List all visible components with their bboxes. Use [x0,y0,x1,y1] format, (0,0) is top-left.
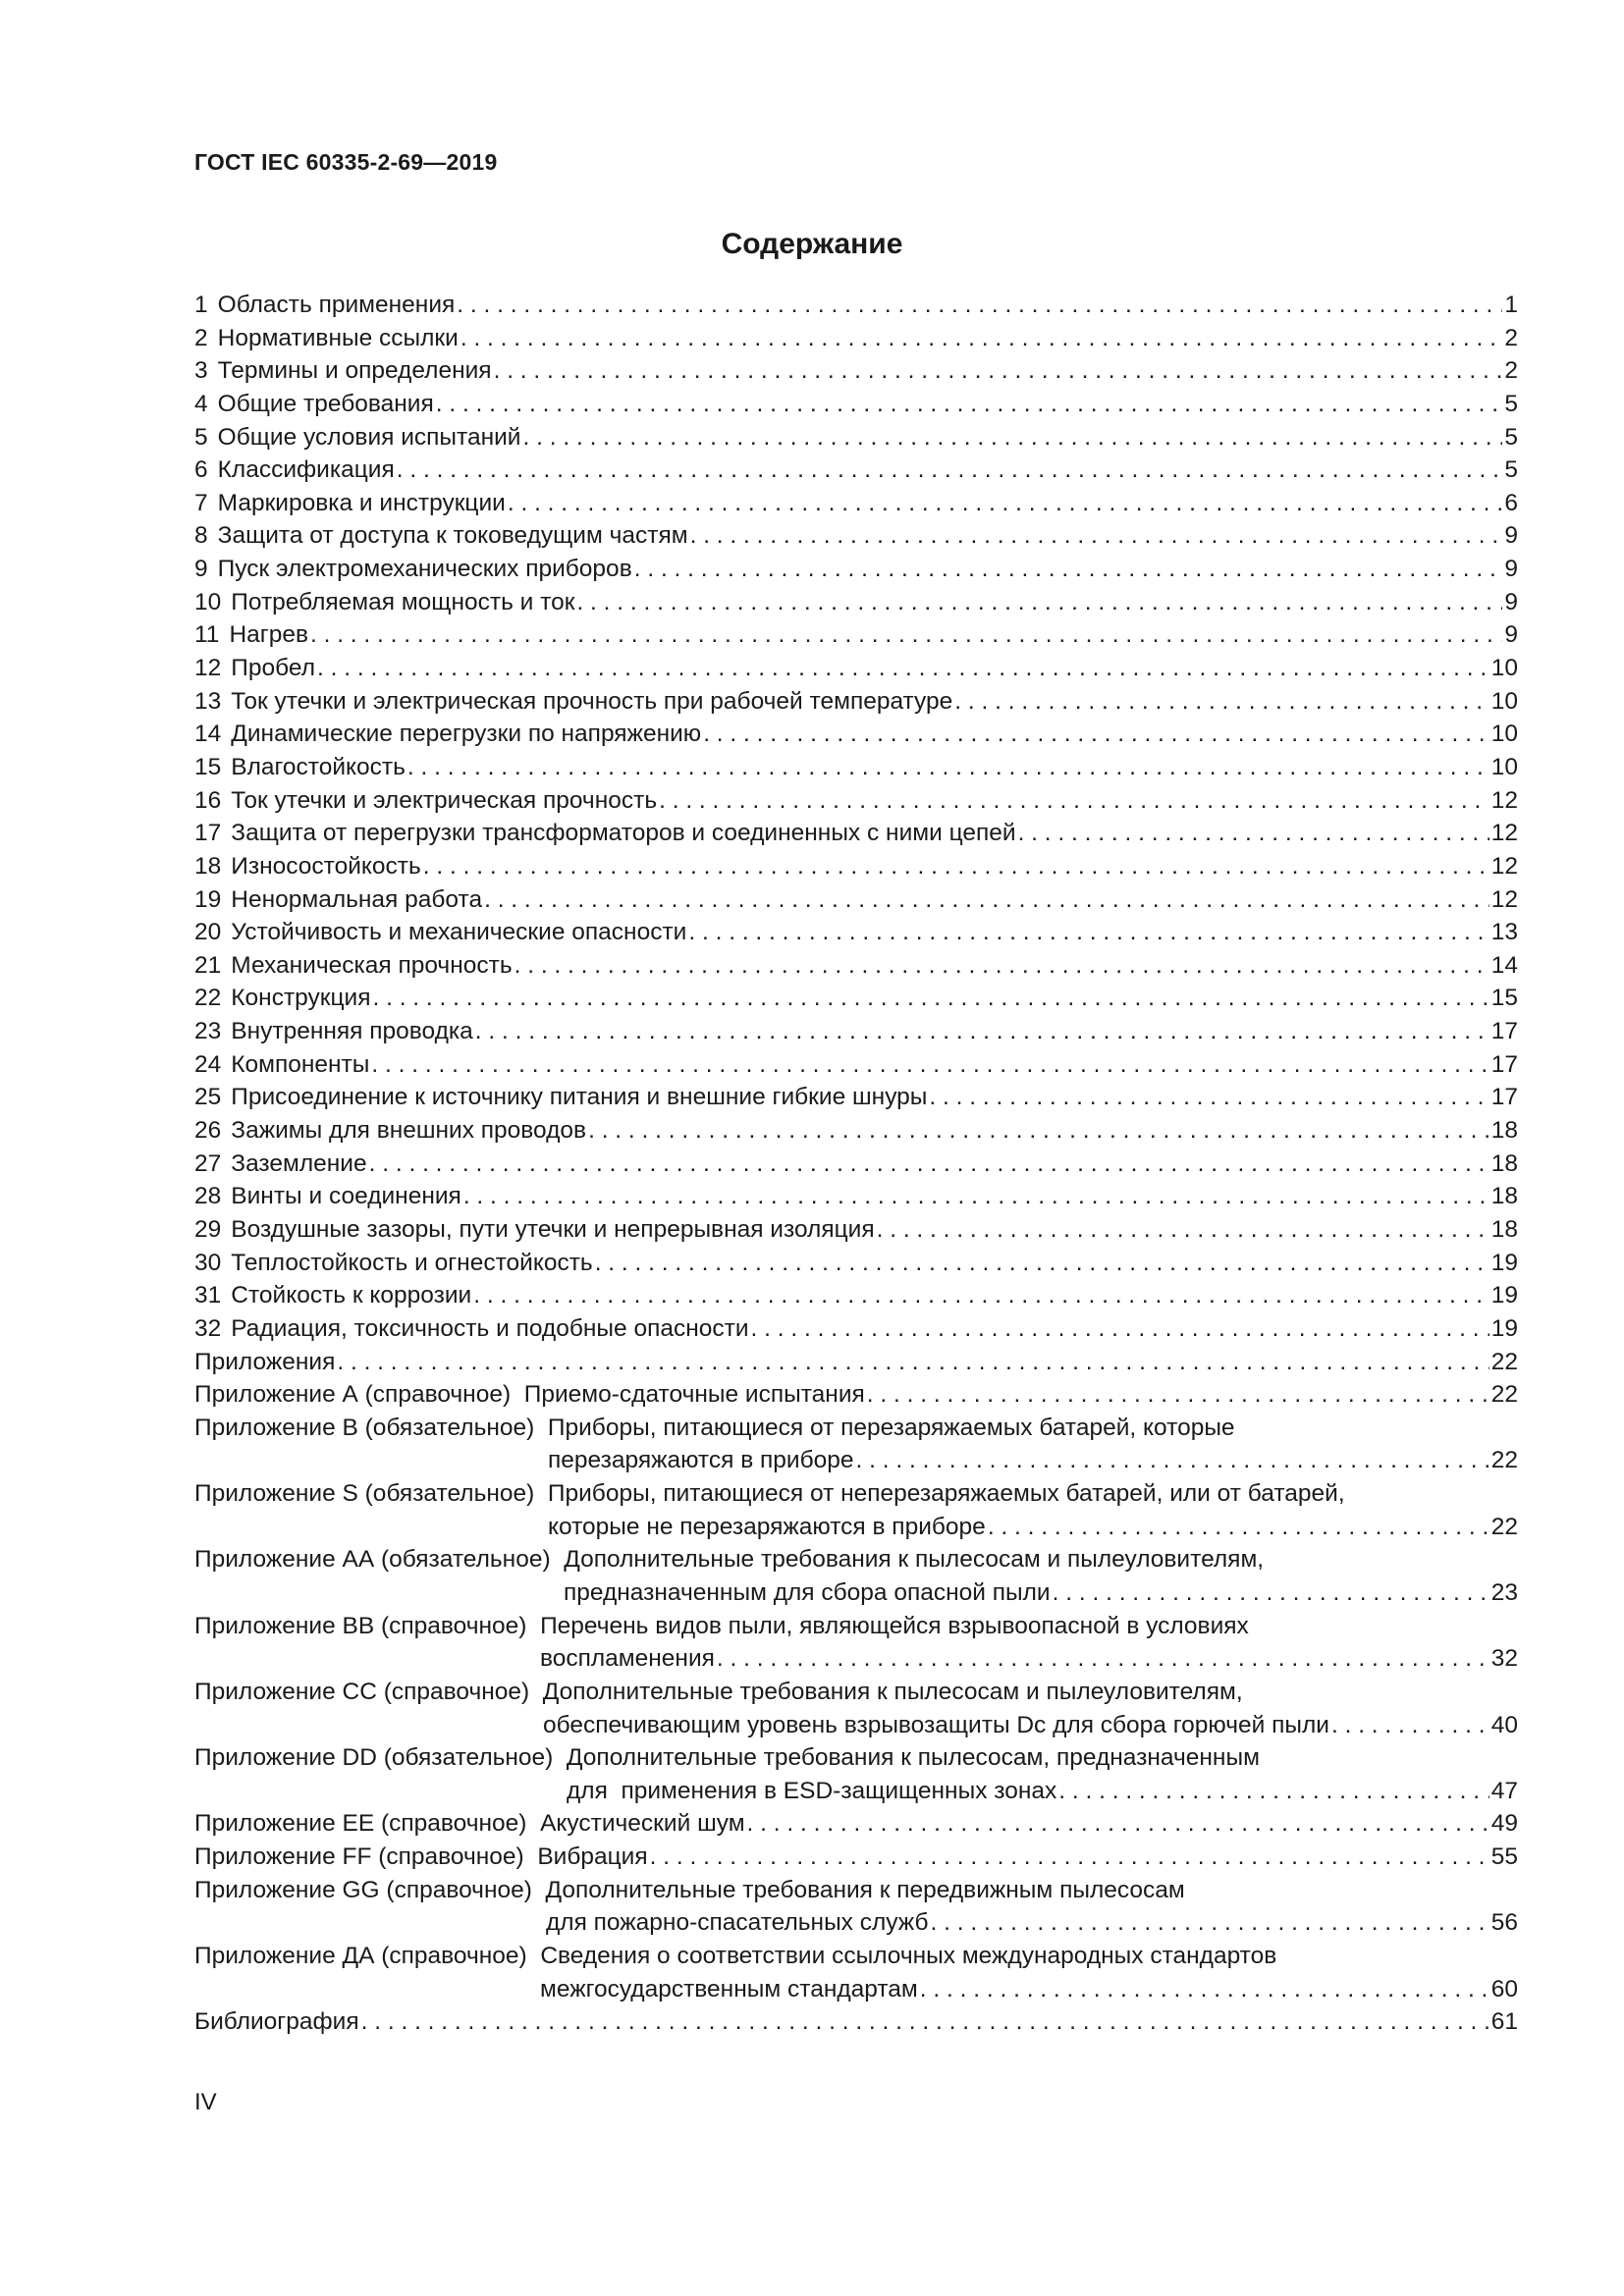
toc-entry-page: 18 [1490,1215,1518,1243]
toc-entry[interactable] [194,289,1518,322]
toc-entry-title: Защита от доступа к токоведущим частям [217,522,688,550]
toc-entry[interactable] [194,850,1518,883]
toc-entry[interactable] [194,388,1518,421]
toc-entry-number: 4 [194,390,208,417]
toc-entry[interactable] [194,1015,1518,1048]
dot-leader [659,784,1489,818]
toc-entry[interactable] [194,982,1518,1015]
toc-entry[interactable] [194,322,1518,355]
toc-entry-title: Приложение АА (обязательное) Дополнительные требования к пылесосам и пылеуловителям, [194,1546,1265,1574]
toc-entry-title: Стойкость к коррозии [231,1282,472,1309]
toc-appendix-continuation[interactable] [194,1511,1518,1544]
toc-entry[interactable] [194,652,1518,685]
toc-entry-number: 9 [194,556,208,583]
toc-entry-title: Винты и соединения [231,1183,461,1210]
toc-appendix-continuation[interactable] [194,1444,1518,1477]
dot-leader [463,1180,1489,1213]
toc-entry-number: 28 [194,1183,222,1210]
toc-entry[interactable] [194,487,1518,520]
toc-entry-title: Механическая прочность [231,951,513,979]
dot-leader [317,652,1489,685]
toc-entry-title: Приложение СС (справочное) Дополнительные требования к пылесосам и пылеуловителям, [194,1678,1243,1705]
dot-leader [703,718,1489,751]
toc-entry-number: 14 [194,721,222,748]
toc-entry-number: 24 [194,1050,222,1078]
toc-entry[interactable] [194,1247,1518,1280]
dot-leader [337,1346,1489,1379]
toc-entry-page: 2 [1504,324,1518,351]
toc-entry-title: для пожарно-спасательных служб [546,1909,929,1937]
toc-appendix-entry[interactable] [194,1543,1518,1576]
toc-appendix-entry[interactable] [194,1477,1518,1511]
toc-entry-page: 32 [1490,1645,1518,1673]
toc-entry-number: 5 [194,423,208,451]
toc-entry-number: 27 [194,1149,222,1177]
dot-leader [856,1444,1489,1477]
toc-entry-page: 18 [1490,1149,1518,1177]
toc-entry-title: предназначенным для сбора опасной пыли [564,1578,1051,1606]
dot-leader [588,1114,1489,1148]
dot-leader [634,553,1503,586]
toc-entry-title: перезаряжаются в приборе [548,1447,854,1474]
toc-entry[interactable] [194,454,1518,487]
toc-entry-page: 60 [1490,1975,1518,2002]
toc-entry-page: 5 [1504,390,1518,417]
document-code: ГОСТ IEC 60335-2-69—2019 [194,149,498,175]
toc-appendix-entry[interactable] [194,1841,1518,1874]
toc-entry[interactable] [194,519,1518,553]
toc-entry-number: 2 [194,324,208,351]
toc-appendix-entry[interactable] [194,1874,1518,1907]
toc-entry-title: Приложение ДА (справочное) Сведения о соответствии ссылочных международных стандартов [194,1943,1277,1970]
toc-entry-title: Приложения [194,1348,336,1375]
toc-entry-title: Приложение ВВ (справочное) Перечень видов пыли, являющейся взрывоопасной в условиях [194,1612,1249,1639]
toc-entry-title: Область применения [217,292,456,318]
toc-entry-page: 10 [1490,721,1518,748]
toc-entry-title: Теплостойкость и огнестойкость [231,1249,593,1276]
toc-entry-title: Влагостойкость [231,753,406,780]
toc-entry-title: Общие условия испытаний [217,423,521,451]
dot-leader [1018,817,1489,850]
toc-entry-title: Пуск электромеханических приборов [217,556,632,583]
toc-entry-page: 12 [1490,786,1518,814]
toc-appendix-entry[interactable] [194,1378,1518,1412]
toc-appendix-entry[interactable] [194,1412,1518,1445]
toc-entry[interactable] [194,354,1518,388]
toc-entry-title: Нормативные ссылки [217,324,459,351]
toc-entry-page: 12 [1490,820,1518,847]
toc-entry-page: 1 [1504,292,1518,318]
toc-appendix-continuation[interactable] [194,1642,1518,1676]
toc-entry-title: Нагрев [229,621,308,649]
toc-entry-number: 31 [194,1282,222,1309]
dot-leader [931,1906,1489,1940]
dot-leader [423,850,1489,883]
toc-entry-number: 18 [194,852,222,880]
dot-leader [595,1247,1489,1280]
toc-entry-page: 9 [1504,588,1518,615]
toc-entry-number: 16 [194,786,222,814]
toc-entry-page: 61 [1490,2008,1518,2036]
toc-entry-title: Радиация, токсичность и подобные опасности [231,1314,749,1342]
toc-entry[interactable] [194,817,1518,850]
toc-entry-number: 13 [194,687,222,715]
toc-entry-page: 55 [1490,1843,1518,1871]
toc-entry[interactable] [194,1213,1518,1247]
toc-entry-page: 17 [1490,1018,1518,1045]
toc-entry-number: 23 [194,1018,222,1045]
toc-entry-number: 6 [194,456,208,484]
toc-entry-page: 10 [1490,687,1518,715]
dot-leader [751,1312,1489,1346]
toc-entry-page: 5 [1504,423,1518,451]
dot-leader [988,1511,1489,1544]
toc-entry-number: 11 [194,621,220,649]
toc-appendix-entry[interactable] [194,1346,1518,1379]
dot-leader [747,1807,1489,1841]
toc-entry-title: Ток утечки и электрическая прочность [231,786,658,814]
toc-entry-title: Внутренняя проводка [231,1018,473,1045]
toc-entry-number: 8 [194,522,208,550]
toc-entry-page: 9 [1504,621,1518,649]
toc-appendix-continuation[interactable] [194,1709,1518,1742]
toc-entry-number: 25 [194,1084,222,1111]
toc-entry-page: 47 [1490,1777,1518,1804]
toc-entry-page: 10 [1490,655,1518,682]
toc-entry[interactable] [194,751,1518,784]
toc-entry-title: межгосударственным стандартам [540,1975,918,2002]
toc-entry-title: Приложение FF (справочное) Вибрация [194,1843,648,1871]
toc-entry-number: 7 [194,489,208,516]
toc-entry[interactable] [194,1048,1518,1082]
toc-entry[interactable] [194,1114,1518,1148]
toc-entry-number: 30 [194,1249,222,1276]
toc-entry-page: 22 [1490,1381,1518,1409]
toc-entry-title: Библиография [194,2008,359,2036]
toc-appendix-entry[interactable] [194,2005,1518,2039]
toc-entry-page: 12 [1490,852,1518,880]
toc-entry[interactable] [194,1148,1518,1181]
toc-entry-title: Ненормальная работа [231,885,483,913]
dot-leader [514,949,1489,983]
toc-entry-number: 15 [194,753,222,780]
toc-entry[interactable] [194,1279,1518,1312]
toc-entry[interactable] [194,1081,1518,1114]
toc-entry[interactable] [194,784,1518,818]
toc-entry[interactable] [194,1312,1518,1346]
toc-entry-number: 1 [194,292,208,318]
toc-entry-page: 6 [1504,489,1518,516]
dot-leader [361,2005,1489,2039]
toc-entry-title: Приложение ЕЕ (справочное) Акустический шум [194,1810,745,1838]
toc-entry-title: Компоненты [231,1050,370,1078]
toc-entry-title: Общие требования [217,390,434,417]
toc-entry-title: Приложение А (справочное) Приемо-сдаточные испытания [194,1381,865,1409]
toc-entry-title: воспламенения [540,1645,715,1673]
toc-entry-page: 40 [1490,1711,1518,1738]
toc-entry-title: Маркировка и инструкции [217,489,506,516]
dot-leader [523,421,1503,454]
toc-entry-page: 22 [1490,1513,1518,1540]
dot-leader [929,1081,1489,1114]
dot-leader [717,1642,1489,1676]
toc-entry-page: 13 [1490,919,1518,946]
toc-entry[interactable] [194,949,1518,983]
dot-leader [920,1973,1489,2006]
toc-entry-title: обеспечивающим уровень взрывозащиты Dc для сбора горючей пыли [543,1711,1329,1738]
toc-entry-page: 12 [1490,885,1518,913]
toc-entry[interactable] [194,916,1518,949]
toc-entry-page: 22 [1490,1348,1518,1375]
toc-entry-page: 17 [1490,1050,1518,1078]
table-of-contents [194,289,1518,2039]
dot-leader [372,982,1489,1015]
toc-entry-title: Пробел [231,655,315,682]
toc-entry-title: Классификация [217,456,395,484]
toc-entry-number: 29 [194,1215,222,1243]
dot-leader [1058,1775,1489,1808]
toc-entry-page: 2 [1504,357,1518,385]
toc-appendix-entry[interactable] [194,1610,1518,1643]
toc-entry[interactable] [194,685,1518,719]
toc-entry-number: 21 [194,951,222,979]
toc-entry-title: Потребляемая мощность и ток [231,588,575,615]
dot-leader [688,916,1489,949]
toc-entry-page: 19 [1490,1249,1518,1276]
toc-entry-title: Присоединение к источнику питания и внешние гибкие шнуры [231,1084,928,1111]
toc-entry-title: Приложение S (обязательное) Приборы, питающиеся от неперезаряжаемых батарей, или от батарей, [194,1480,1345,1508]
toc-entry-page: 9 [1504,556,1518,583]
toc-entry-number: 26 [194,1117,222,1145]
toc-entry-number: 10 [194,588,222,615]
dot-leader [576,586,1502,619]
toc-entry-title: которые не перезаряжаются в приборе [548,1513,986,1540]
toc-entry[interactable] [194,718,1518,751]
toc-entry-page: 15 [1490,985,1518,1012]
dot-leader [371,1048,1489,1082]
toc-entry-title: Приложение В (обязательное) Приборы, питающиеся от перезаряжаемых батарей, которые [194,1414,1235,1441]
toc-entry-number: 12 [194,655,222,682]
dot-leader [460,322,1503,355]
toc-entry-title: Воздушные зазоры, пути утечки и непрерывная изоляция [231,1215,875,1243]
toc-entry[interactable] [194,1180,1518,1213]
toc-appendix-entry[interactable] [194,1940,1518,1973]
toc-entry-number: 17 [194,820,222,847]
toc-entry-title: для применения в ESD-защищенных зонах [567,1777,1057,1804]
toc-entry-title: Зажимы для внешних проводов [231,1117,587,1145]
dot-leader [494,354,1503,388]
toc-entry-page: 10 [1490,753,1518,780]
toc-entry-number: 3 [194,357,208,385]
dot-leader [484,883,1489,917]
toc-appendix-entry[interactable] [194,1807,1518,1841]
dot-leader [650,1841,1489,1874]
dot-leader [867,1378,1489,1412]
toc-entry-title: Конструкция [231,985,371,1012]
toc-title: Содержание [721,228,903,260]
toc-entry-title: Приложение DD (обязательное) Дополнительные требования к пылесосам, предназначенным [194,1744,1260,1772]
toc-entry-page: 56 [1490,1909,1518,1937]
dot-leader [475,1015,1489,1048]
toc-entry-page: 23 [1490,1578,1518,1606]
toc-entry[interactable] [194,618,1518,652]
toc-entry-title: Износостойкость [231,852,421,880]
toc-appendix-continuation[interactable] [194,1775,1518,1808]
dot-leader [1331,1709,1489,1742]
toc-entry-title: Приложение GG (справочное) Дополнительные требования к передвижным пылесосам [194,1876,1185,1903]
dot-leader [690,519,1503,553]
toc-entry[interactable] [194,421,1518,454]
dot-leader [407,751,1489,784]
dot-leader [877,1213,1489,1247]
dot-leader [473,1279,1489,1312]
toc-appendix-continuation[interactable] [194,1973,1518,2006]
toc-entry[interactable] [194,553,1518,586]
toc-entry-number: 32 [194,1314,222,1342]
toc-entry-title: Термины и определения [217,357,492,385]
toc-entry-page: 5 [1504,456,1518,484]
dot-leader [954,685,1489,719]
toc-entry-title: Динамические перегрузки по напряжению [231,721,702,748]
toc-appendix-continuation[interactable] [194,1906,1518,1940]
toc-entry-title: Защита от перегрузки трансформаторов и соединенных с ними цепей [231,820,1016,847]
toc-entry-title: Устойчивость и механические опасности [231,919,687,946]
dot-leader [369,1148,1489,1181]
toc-entry-page: 19 [1490,1314,1518,1342]
toc-entry-page: 19 [1490,1282,1518,1309]
page-number: IV [194,2089,217,2115]
toc-entry[interactable] [194,883,1518,917]
toc-entry-page: 18 [1490,1117,1518,1145]
dot-leader [436,388,1503,421]
toc-entry-page: 22 [1490,1447,1518,1474]
toc-entry-page: 17 [1490,1084,1518,1111]
dot-leader [1053,1576,1489,1610]
toc-entry-title: Заземление [231,1149,367,1177]
toc-appendix-continuation[interactable] [194,1576,1518,1610]
toc-entry-title: Ток утечки и электрическая прочность при рабочей температуре [231,687,953,715]
toc-entry-page: 49 [1490,1810,1518,1838]
toc-appendix-entry[interactable] [194,1741,1518,1775]
toc-entry-number: 19 [194,885,222,913]
dot-leader [310,618,1502,652]
dot-leader [508,487,1503,520]
toc-entry-number: 22 [194,985,222,1012]
toc-entry[interactable] [194,586,1518,619]
toc-entry-page: 9 [1504,522,1518,550]
toc-entry-page: 14 [1490,951,1518,979]
toc-entry-number: 20 [194,919,222,946]
toc-entry-page: 18 [1490,1183,1518,1210]
toc-appendix-entry[interactable] [194,1676,1518,1709]
dot-leader [457,289,1502,322]
dot-leader [397,454,1503,487]
